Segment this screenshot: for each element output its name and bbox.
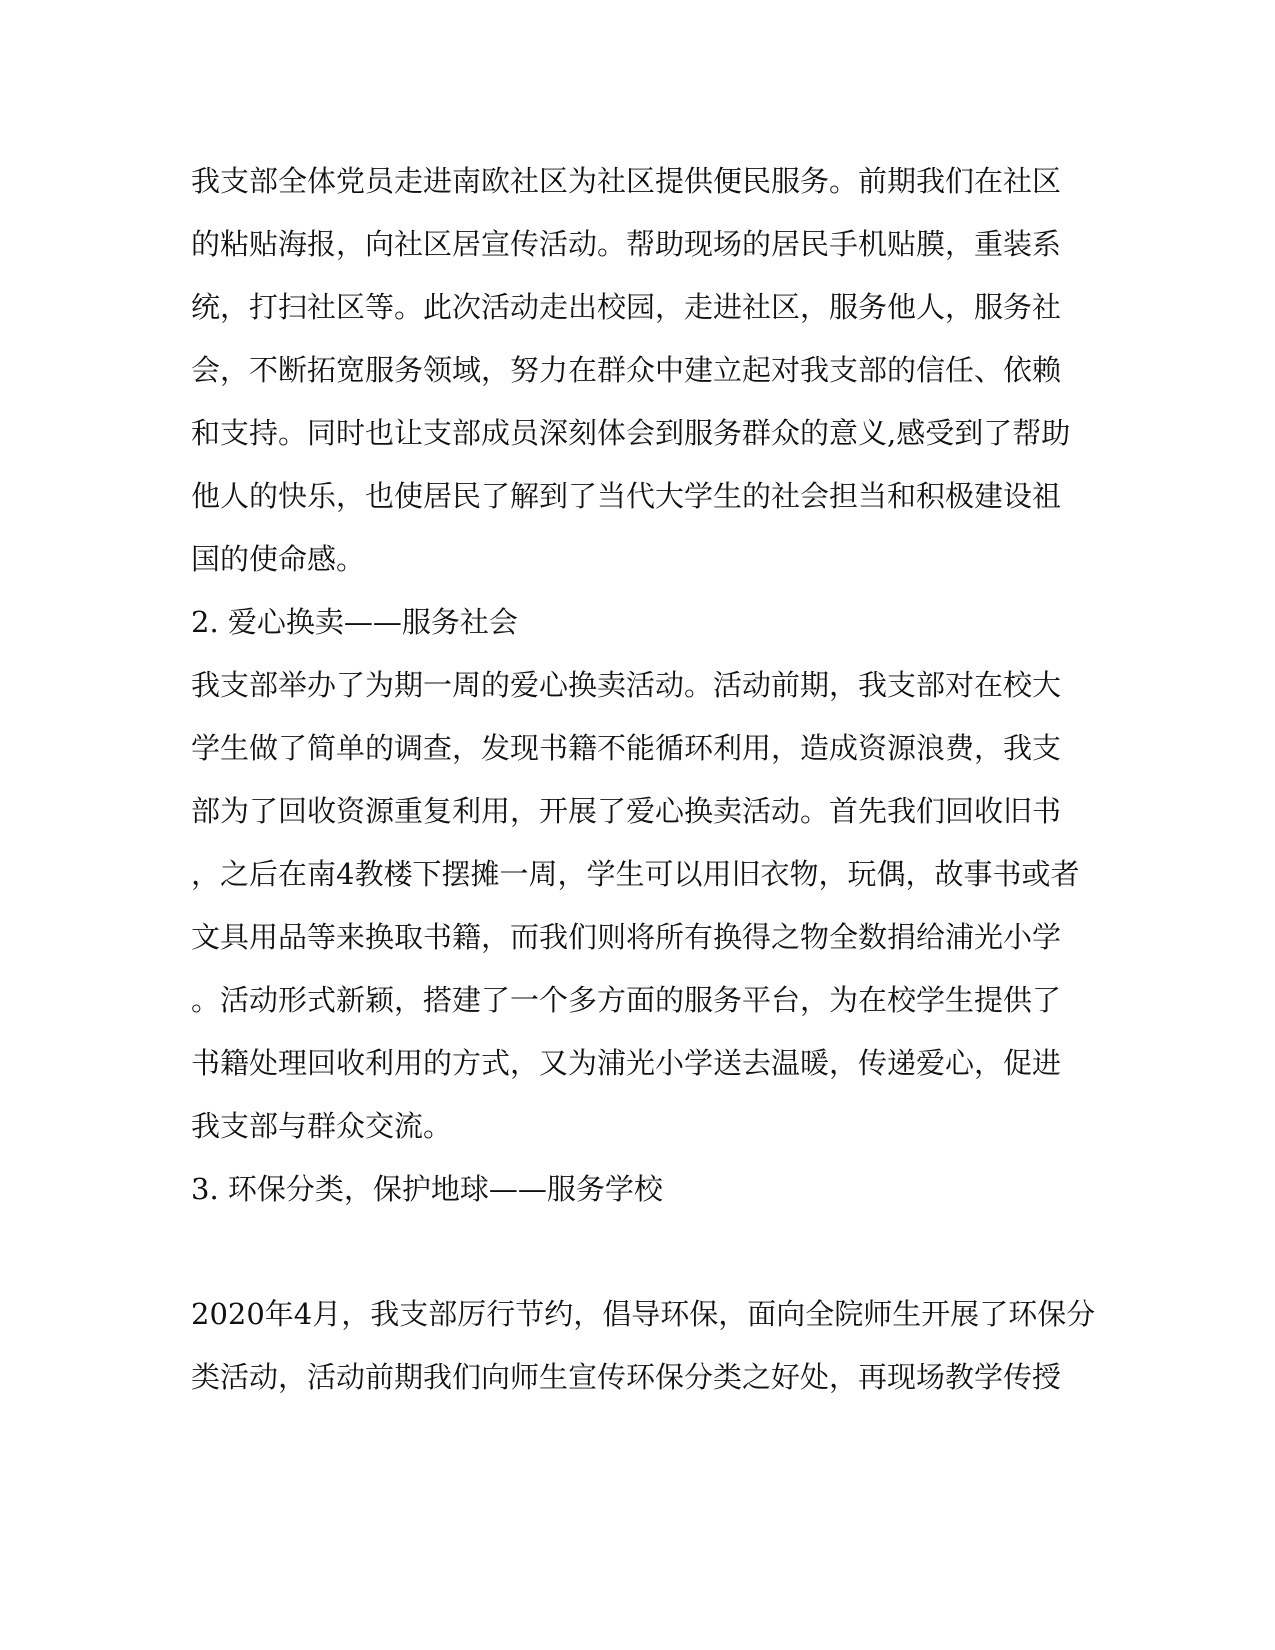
paragraph-line: 统，打扫社区等。此次活动走出校园，走进社区，服务他人，服务社 <box>191 290 1062 324</box>
paragraph-line: 文具用品等来换取书籍，而我们则将所有换得之物全数捐给浦光小学 <box>191 920 1062 954</box>
paragraph-line: 部为了回收资源重复利用，开展了爱心换卖活动。首先我们回收旧书 <box>191 794 1062 828</box>
paragraph-line: 我支部与群众交流。 <box>191 1109 453 1143</box>
paragraph-line: 我支部举办了为期一周的爱心换卖活动。活动前期，我支部对在校大 <box>191 668 1062 702</box>
paragraph-line: 类活动，活动前期我们向师生宣传环保分类之好处，再现场教学传授 <box>191 1360 1062 1394</box>
paragraph-line: 2020年4月，我支部厉行节约，倡导环保，面向全院师生开展了环保分 <box>191 1297 1096 1331</box>
paragraph-line: 国的使命感。 <box>191 542 366 576</box>
paragraph-line: 我支部全体党员走进南欧社区为社区提供便民服务。前期我们在社区 <box>191 164 1062 198</box>
paragraph-line: ，之后在南4教楼下摆摊一周，学生可以用旧衣物，玩偶，故事书或者 <box>191 857 1080 891</box>
section-heading: 2. 爱心换卖——服务社会 <box>191 605 518 639</box>
section-heading: 3. 环保分类，保护地球——服务学校 <box>191 1172 663 1206</box>
paragraph-line: 书籍处理回收利用的方式，又为浦光小学送去温暖，传递爱心，促进 <box>191 1046 1062 1080</box>
paragraph-line: 和支持。同时也让支部成员深刻体会到服务群众的意义,感受到了帮助 <box>191 416 1071 450</box>
paragraph-line: 的粘贴海报，向社区居宣传活动。帮助现场的居民手机贴膜，重装系 <box>191 227 1062 261</box>
paragraph-line: 学生做了简单的调查，发现书籍不能循环利用，造成资源浪费，我支 <box>191 731 1062 765</box>
paragraph-line: 。活动形式新颖，搭建了一个多方面的服务平台，为在校学生提供了 <box>191 983 1062 1017</box>
paragraph-line: 会，不断拓宽服务领域，努力在群众中建立起对我支部的信任、依赖 <box>191 353 1062 387</box>
paragraph-line: 他人的快乐，也使居民了解到了当代大学生的社会担当和积极建设祖 <box>191 479 1062 513</box>
